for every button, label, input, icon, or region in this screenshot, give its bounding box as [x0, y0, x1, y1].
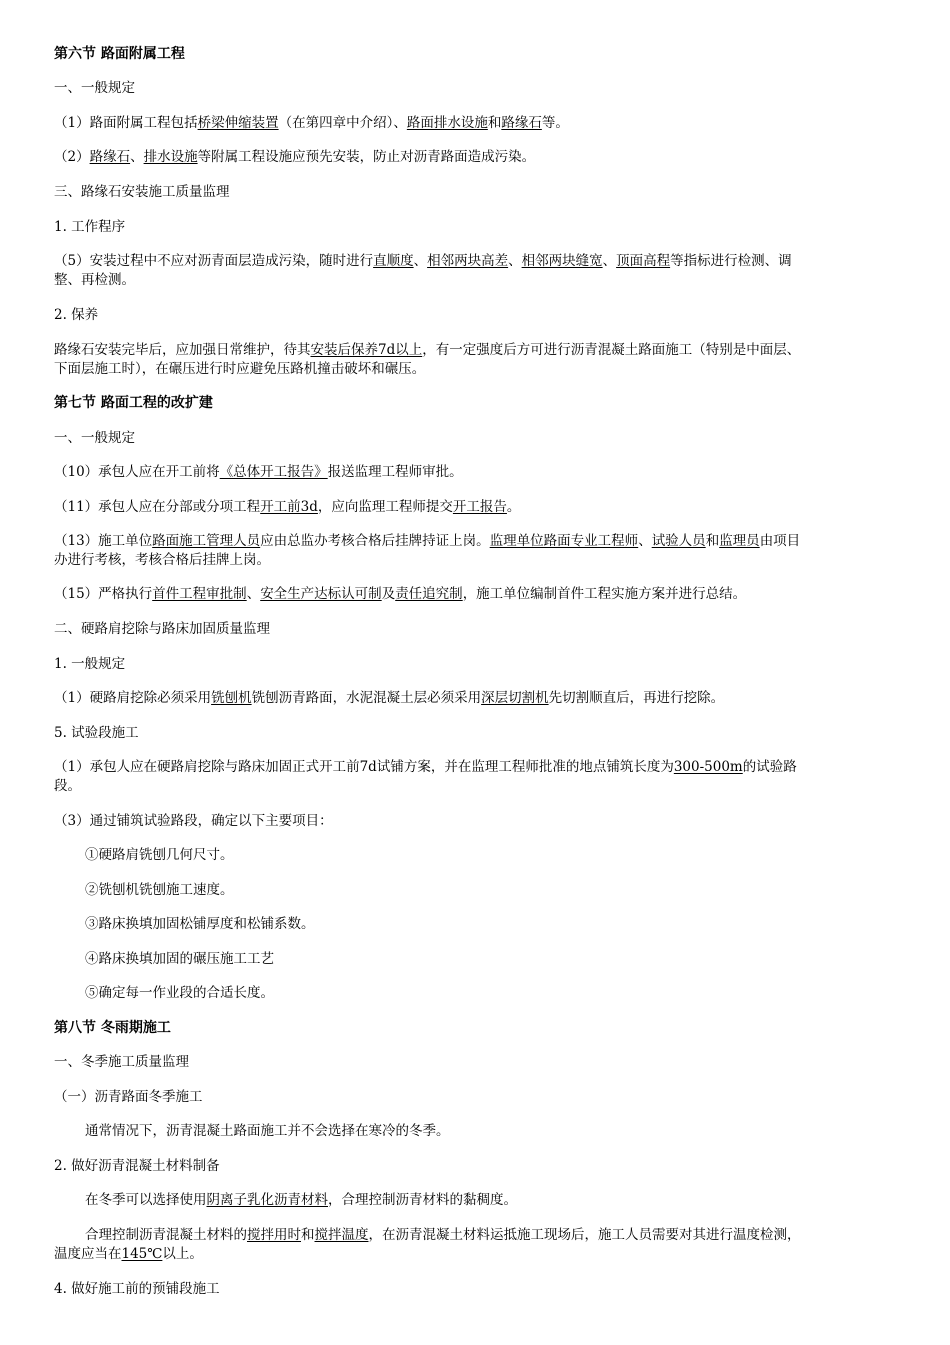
- underlined-term: 深层切割机: [481, 690, 549, 706]
- paragraph: （11）承包人应在分部或分项工程开工前3d，应向监理工程师提交开工报告。: [54, 499, 521, 515]
- underlined-term: 开工前3d: [260, 499, 318, 515]
- heading: 1. 工作程序: [54, 219, 126, 235]
- paragraph-continued: 下面层施工时），在碾压进行时应避免压路机撞击破坏和碾压。: [54, 361, 426, 377]
- heading: 5. 试验段施工: [54, 725, 139, 741]
- heading: 三、路缘石安装施工质量监理: [54, 184, 230, 200]
- section-6-title: 第六节 路面附属工程: [54, 46, 185, 62]
- underlined-term: 铣刨机: [211, 690, 252, 706]
- list-item: ⑤确定每一作业段的合适长度。: [85, 985, 274, 1001]
- section-8-title: 第八节 冬雨期施工: [54, 1020, 171, 1036]
- underlined-term: 顶面高程: [616, 253, 671, 269]
- heading: 2. 保养: [54, 307, 99, 323]
- underlined-term: 300-500m: [673, 759, 743, 775]
- heading: 一、一般规定: [54, 80, 135, 96]
- heading: 一、一般规定: [54, 430, 135, 446]
- underlined-term: 监理单位路面专业工程师: [489, 533, 639, 549]
- underlined-term: 路面施工管理人员: [152, 533, 261, 549]
- underlined-term: 路缘石: [89, 149, 131, 165]
- list-item: ④路床换填加固的碾压施工工艺: [85, 951, 274, 967]
- heading: 1. 一般规定: [54, 656, 126, 672]
- paragraph: （5）安装过程中不应对沥青面层造成污染，随时进行直顺度、相邻两块高差、相邻两块缝宽、顶面高程等指标进行检测、调: [54, 253, 792, 269]
- underlined-term: 相邻两块高差: [427, 253, 509, 269]
- paragraph: （10）承包人应在开工前将《总体开工报告》报送监理工程师审批。: [54, 464, 463, 480]
- underlined-term: 145℃: [121, 1246, 163, 1262]
- paragraph: 路缘石安装完毕后，应加强日常维护，待其安装后保养7d以上，有一定强度后方可进行沥青混凝土路面施工（特别是中面层、: [54, 342, 801, 358]
- underlined-term: 安装后保养7d以上: [310, 342, 423, 358]
- paragraph: 在冬季可以选择使用阴离子乳化沥青材料，合理控制沥青材料的黏稠度。: [85, 1192, 517, 1208]
- paragraph: （1）路面附属工程包括桥梁伸缩装置（在第四章中介绍）、路面排水设施和路缘石等。: [54, 115, 569, 131]
- paragraph: （1）硬路肩挖除必须采用铣刨机铣刨沥青路面，水泥混凝土层必须采用深层切割机先切割顺直后，再进行挖除。: [54, 690, 725, 706]
- list-item: ③路床换填加固松铺厚度和松铺系数。: [85, 916, 315, 932]
- underlined-term: 阴离子乳化沥青材料: [206, 1192, 328, 1208]
- paragraph: （2）路缘石、排水设施等附属工程设施应预先安装，防止对沥青路面造成污染。: [54, 149, 536, 165]
- underlined-term: 《总体开工报告》: [219, 464, 328, 480]
- underlined-term: 搅拌温度: [314, 1227, 369, 1243]
- underlined-term: 路缘石: [501, 115, 542, 131]
- list-item: ①硬路肩铣刨几何尺寸。: [85, 847, 234, 863]
- paragraph: （13）施工单位路面施工管理人员应由总监办考核合格后挂牌持证上岗。监理单位路面专业工程师、试验人员和监理员由项目: [54, 533, 801, 549]
- heading: 一、冬季施工质量监理: [54, 1054, 189, 1070]
- underlined-term: 直顺度: [373, 253, 414, 269]
- underlined-term: 相邻两块缝宽: [521, 253, 603, 269]
- underlined-term: 开工报告: [452, 499, 507, 515]
- heading: 二、硬路肩挖除与路床加固质量监理: [54, 621, 270, 637]
- underlined-term: 搅拌用时: [247, 1227, 301, 1243]
- list-item: ②铣刨机铣刨施工速度。: [85, 882, 234, 898]
- underlined-term: 路面排水设施: [406, 115, 488, 131]
- underlined-term: 安全生产达标认可制: [260, 586, 382, 602]
- paragraph: 通常情况下，沥青混凝土路面施工并不会选择在寒冷的冬季。: [85, 1123, 450, 1139]
- underlined-term: 责任追究制: [395, 586, 463, 602]
- section-7-title: 第七节 路面工程的改扩建: [54, 395, 213, 411]
- paragraph: （15）严格执行首件工程审批制、安全生产达标认可制及责任追究制，施工单位编制首件工程实施方案并进行总结。: [54, 586, 747, 602]
- paragraph: （3）通过铺筑试验路段，确定以下主要项目：: [54, 813, 333, 829]
- paragraph-continued: 温度应当在145℃以上。: [54, 1246, 203, 1262]
- paragraph-continued: 段。: [54, 778, 81, 794]
- paragraph: （1）承包人应在硬路肩挖除与路床加固正式开工前7d试铺方案，并在监理工程师批准的地点铺筑长度为300-500m的试验路: [54, 759, 797, 775]
- underlined-term: 排水设施: [143, 149, 198, 165]
- underlined-term: 桥梁伸缩装置: [197, 115, 279, 131]
- heading: 4. 做好施工前的预铺段施工: [54, 1281, 220, 1297]
- underlined-term: 监理员: [719, 533, 760, 549]
- paragraph: 合理控制沥青混凝土材料的搅拌用时和搅拌温度，在沥青混凝土材料运抵施工现场后，施工人员需要对其进行温度检测，: [85, 1227, 801, 1243]
- paragraph-continued: 整、再检测。: [54, 272, 135, 288]
- heading: 2. 做好沥青混凝土材料制备: [54, 1158, 220, 1174]
- paragraph-continued: 办进行考核，考核合格后挂牌上岗。: [54, 552, 270, 568]
- underlined-term: 试验人员: [651, 533, 706, 549]
- underlined-term: 首件工程审批制: [152, 586, 247, 602]
- heading: （一）沥青路面冬季施工: [54, 1089, 203, 1105]
